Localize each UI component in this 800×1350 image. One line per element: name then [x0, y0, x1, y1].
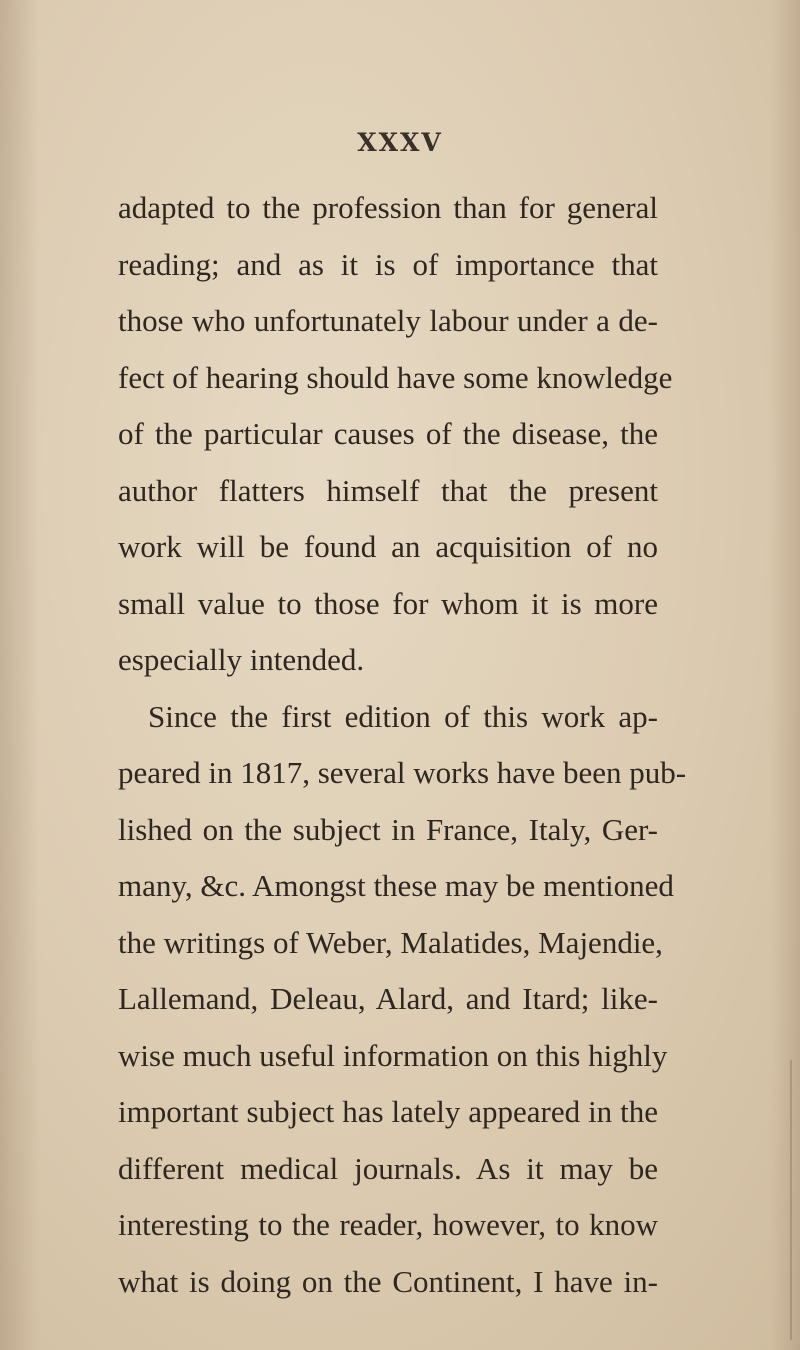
- text-line: peared in 1817, several works have been pub-: [118, 755, 687, 790]
- text-line: those who unfortunately labour under a de-: [118, 303, 658, 338]
- page-crease: [790, 1060, 792, 1340]
- paragraph-start-line: Since the first edition of this work ap-: [148, 698, 658, 734]
- text-line: important subject has lately appeared in the: [118, 1094, 658, 1129]
- text-line: different medical journals. As it may be: [118, 1150, 658, 1186]
- text-line: lished on the subject in France, Italy, Ger-: [118, 811, 658, 847]
- text-line: fect of hearing should have some knowledge: [118, 359, 673, 395]
- text-line: what is doing on the Continent, I have in-: [118, 1263, 658, 1299]
- text-line: Lallemand, Deleau, Alard, and Itard; like-: [118, 981, 658, 1016]
- page-shadow-left: [0, 0, 40, 1350]
- text-line: of the particular causes of the disease, the: [118, 416, 658, 451]
- text-line: the writings of Weber, Malatides, Majendie,: [118, 924, 663, 960]
- text-line: many, &c. Amongst these may be mentioned: [118, 868, 674, 903]
- body-text: [118, 180, 687, 1310]
- text-line: author flatters himself that the present: [118, 472, 658, 508]
- text-line: reading; and as it is of importance that: [118, 246, 658, 282]
- text-line: interesting to the reader, however, to know: [118, 1207, 658, 1242]
- page-number: XXXV: [357, 128, 443, 157]
- page-shadow-right: [770, 0, 800, 1350]
- text-line: work will be found an acquisition of no: [118, 529, 658, 564]
- text-line: adapted to the profession than for general: [118, 190, 658, 225]
- text-line: especially intended.: [118, 642, 365, 677]
- text-line: small value to those for whom it is more: [118, 585, 658, 621]
- text-line: wise much useful information on this highly: [118, 1037, 668, 1073]
